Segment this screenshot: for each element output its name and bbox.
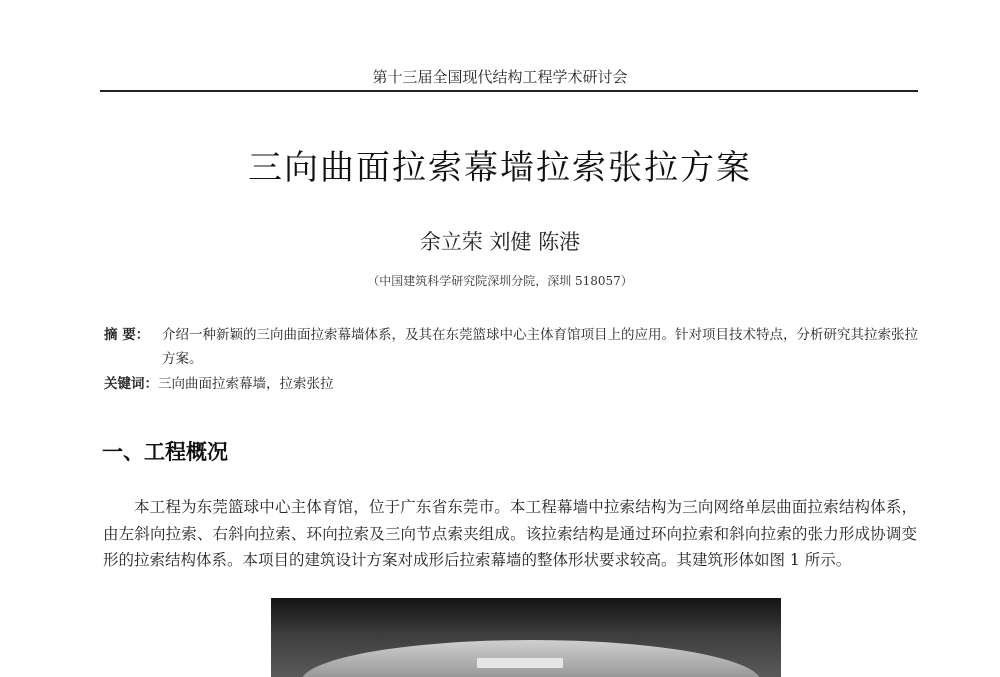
keywords-block	[104, 372, 920, 396]
paper-title: 三向曲面拉索幕墙拉索张拉方案	[248, 148, 752, 188]
figure-shading	[271, 598, 781, 632]
body-paragraph: 本工程为东莞篮球中心主体育馆，位于广东省东莞市。本工程幕墙中拉索结构为三向网络单层曲面拉索结构体系，由左斜向拉索、右斜向拉索、环向拉索及三向节点索夹组成。该拉索结构是通过环向拉索和斜向拉索的张力形成协调变形的拉索结构体系。本项目的建筑设计方案对成形后拉索幕墙的整体形状要求较高。其建筑形体如图 1 所示。	[103, 498, 917, 569]
keywords-label: 关键词：	[104, 376, 158, 392]
header-rule	[100, 90, 918, 92]
running-header: 第十三届全国现代结构工程学术研讨会	[372, 68, 628, 86]
paper-affiliation: （中国建筑科学研究院深圳分院，深圳 518057）	[367, 274, 633, 288]
section-heading: 一、工程概况	[102, 440, 228, 464]
abstract-text: 介绍一种新颖的三向曲面拉索幕墙体系，及其在东莞篮球中心主体育馆项目上的应用。针对项目技术特点，分析研究其拉索张拉方案。	[162, 327, 918, 367]
paper-authors: 余立荣 刘健 陈港	[419, 230, 581, 254]
abstract-label: 摘 要：	[104, 327, 150, 343]
figure-1-image	[271, 598, 781, 677]
stadium-slab-shape	[477, 658, 563, 668]
keywords-text: 三向曲面拉索幕墙，拉索张拉	[158, 376, 334, 392]
abstract-block	[104, 323, 920, 371]
